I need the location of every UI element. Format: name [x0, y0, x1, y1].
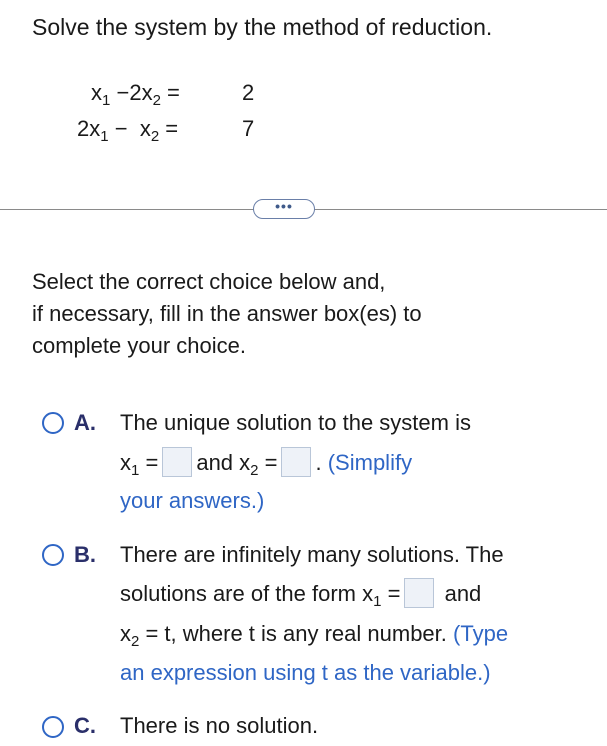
- eq2-var1: x: [89, 116, 101, 141]
- show-more-button[interactable]: [253, 199, 315, 219]
- instruction-line-3: complete your choice.: [32, 333, 246, 358]
- option-b-line2-post: and: [444, 581, 482, 606]
- x2-answer-box[interactable]: [281, 447, 311, 477]
- equation-2-lhs: [77, 116, 179, 145]
- option-a-eq2: =: [264, 450, 278, 475]
- option-b-sub2: 2: [131, 633, 140, 650]
- eq2-sub1: 1: [100, 128, 109, 145]
- option-a-eq1: =: [145, 450, 159, 475]
- x1-answer-box[interactable]: [162, 447, 192, 477]
- eq1-var1: x: [91, 80, 102, 105]
- option-b-line2-pre: solutions are of the form x: [120, 581, 374, 606]
- eq2-coef1: 2: [77, 116, 90, 141]
- eq2-var2: x: [139, 116, 151, 141]
- option-c-radio[interactable]: [42, 716, 64, 738]
- instruction-line-2: if necessary, fill in the answer box(es) to: [32, 301, 422, 326]
- option-a-mid: and x: [196, 450, 251, 475]
- option-a-sub1: 1: [131, 462, 140, 479]
- option-a-line-2: [120, 447, 412, 479]
- option-b-line-3: [120, 618, 508, 650]
- eq2-rhs: 7: [242, 116, 255, 141]
- more-dots-icon: •••: [275, 198, 293, 214]
- option-a-letter: A.: [74, 410, 96, 435]
- option-a-sub2: 2: [250, 462, 259, 479]
- option-a-hint-2: your answers.): [120, 488, 265, 513]
- eq2-operator: −: [114, 116, 128, 141]
- eq2-equals: =: [165, 116, 179, 141]
- option-b-hint-1: (Type: [453, 621, 509, 646]
- question-title: Solve the system by the method of reduction.: [32, 14, 493, 40]
- instruction-line-1: Select the correct choice below and,: [32, 269, 386, 294]
- option-b-var2: x: [120, 621, 131, 646]
- eq1-operator: −: [116, 80, 130, 105]
- option-b-hint-2: an expression using t as the variable.): [120, 660, 491, 685]
- eq1-coef2: 2: [129, 80, 142, 105]
- option-a-period: .: [315, 450, 322, 475]
- option-a-var1: x: [120, 450, 131, 475]
- eq1-rhs: 2: [242, 80, 255, 105]
- option-b-radio[interactable]: [42, 544, 64, 566]
- eq2-sub2: 2: [150, 128, 160, 145]
- option-b-line-1: There are infinitely many solutions. The: [120, 542, 504, 567]
- option-b-line-2: [120, 578, 481, 610]
- eq1-sub1: 1: [102, 92, 111, 109]
- option-b-eq1: =: [387, 581, 401, 606]
- eq1-sub2: 2: [152, 92, 161, 109]
- option-b-sub1: 1: [373, 593, 382, 610]
- option-a-radio[interactable]: [42, 412, 64, 434]
- eq1-equals: =: [167, 80, 180, 105]
- x1-expression-box[interactable]: [404, 578, 434, 608]
- equation-1-lhs: [91, 80, 180, 109]
- option-c-letter: C.: [74, 713, 96, 738]
- option-a-hint-1: (Simplify: [327, 450, 413, 475]
- eq1-var2: x: [141, 80, 153, 105]
- option-b-line3-text: = t, where t is any real number.: [145, 621, 447, 646]
- option-b-letter: B.: [74, 542, 96, 567]
- option-c-line-1: There is no solution.: [120, 713, 319, 738]
- option-a-line-1: The unique solution to the system is: [120, 410, 471, 435]
